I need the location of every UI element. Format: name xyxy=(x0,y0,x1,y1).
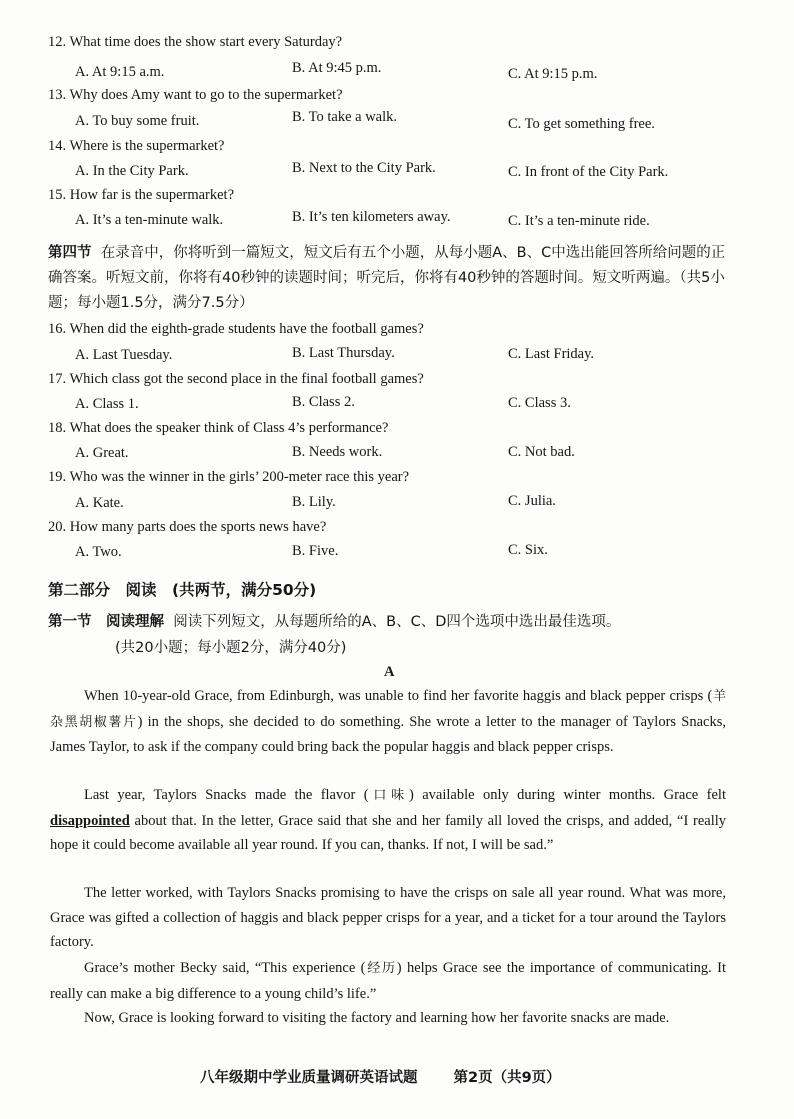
passage-paragraph-5 xyxy=(50,1006,726,1031)
paragraph-2-text-c: about that. In the letter, Grace said that she and her family all loved the crisps, and added, “I really hope it could become available all year round. If you can, thanks. If not, I will be sad.” xyxy=(50,812,726,853)
paragraph-2-gloss: 口味 xyxy=(368,788,409,803)
question-18-option-a: A. Great. xyxy=(75,445,129,461)
question-17-option-a: A. Class 1. xyxy=(75,396,139,412)
section-4-heading: 第四节 xyxy=(48,245,92,261)
question-20-option-a: A. Two. xyxy=(75,544,122,560)
question-19-option-c: C. Julia. xyxy=(508,493,556,509)
footer-title: 八年级期中学业质量调研英语试题 xyxy=(200,1070,418,1086)
paragraph-1-gloss: 羊杂黑胡椒薯片 xyxy=(50,689,726,730)
question-15-stem: 15. How far is the supermarket? xyxy=(48,187,235,203)
question-13-option-a: A. To buy some fruit. xyxy=(75,113,200,129)
question-16-option-b: B. Last Thursday. xyxy=(292,345,395,361)
question-13-option-c: C. To get something free. xyxy=(508,116,655,132)
page-footer xyxy=(200,1066,561,1087)
part-2-title: 第二部分 阅读 (共两节，满分50分) xyxy=(48,581,317,599)
question-20-option-c: C. Six. xyxy=(508,542,548,558)
part-2-section-1-text: 阅读下列短文，从每题所给的A、B、C、D四个选项中选出最佳选项。 xyxy=(173,614,621,630)
passage-paragraph-1 xyxy=(50,684,726,760)
section-4-text: 在录音中，你将听到一篇短文，短文后有五个小题，从每小题A、B、C中选出能回答所给问题的正确答案。听短文前，你将有40秒钟的读题时间；听完后，你将有40秒钟的答题时间。短文听两遍。（共5小题；每小题1.5分，满分7.5分） xyxy=(48,245,726,311)
footer-page-number: 第2页（共9页） xyxy=(453,1070,561,1086)
question-15-option-b: B. It’s ten kilometers away. xyxy=(292,209,451,225)
question-17-option-b: B. Class 2. xyxy=(292,394,355,410)
question-18-option-c: C. Not bad. xyxy=(508,444,575,460)
section-4-instructions xyxy=(48,241,738,316)
paragraph-2-text-a: Last year, Taylors Snacks made the flavor ( xyxy=(84,787,369,803)
question-20-stem: 20. How many parts does the sports news have? xyxy=(48,519,327,535)
question-19-stem: 19. Who was the winner in the girls’ 200-meter race this year? xyxy=(48,469,410,485)
question-19-option-a: A. Kate. xyxy=(75,495,124,511)
question-17-option-c: C. Class 3. xyxy=(508,395,571,411)
question-12-option-c: C. At 9:15 p.m. xyxy=(508,66,598,82)
question-17-stem: 17. Which class got the second place in the final football games? xyxy=(48,371,424,387)
question-14-option-a: A. In the City Park. xyxy=(75,163,189,179)
question-18-option-b: B. Needs work. xyxy=(292,444,383,460)
paragraph-5-text: Now, Grace is looking forward to visiting the factory and learning how her favorite snacks are made. xyxy=(84,1010,670,1026)
question-18-stem: 18. What does the speaker think of Class 4’s performance? xyxy=(48,420,389,436)
question-13-stem: 13. Why does Amy want to go to the supermarket? xyxy=(48,87,343,103)
question-16-option-c: C. Last Friday. xyxy=(508,346,595,362)
question-12-option-b: B. At 9:45 p.m. xyxy=(292,60,382,76)
question-20-option-b: B. Five. xyxy=(292,543,339,559)
part-2-section-1-note: (共20小题；每小题2分，满分40分) xyxy=(115,640,347,656)
question-16-stem: 16. When did the eighth-grade students have the football games? xyxy=(48,321,424,337)
question-13-option-b: B. To take a walk. xyxy=(292,109,398,125)
question-14-option-b: B. Next to the City Park. xyxy=(292,160,436,176)
question-16-option-a: A. Last Tuesday. xyxy=(75,347,173,363)
passage-paragraph-3 xyxy=(50,881,726,955)
passage-label: A xyxy=(384,664,395,680)
question-12-option-a: A. At 9:15 a.m. xyxy=(75,64,165,80)
keyword-disappointed: disappointed xyxy=(50,812,130,829)
part-2-section-1-instructions xyxy=(48,610,620,631)
paragraph-4-gloss: 经历 xyxy=(365,961,397,976)
paragraph-4-text-b: ) helps Grace see the importance of communicating. It really can make a big difference to a young child’s life.” xyxy=(50,960,726,1002)
question-15-option-a: A. It’s a ten-minute walk. xyxy=(75,212,224,228)
question-19-option-b: B. Lily. xyxy=(292,494,336,510)
paragraph-4-text-a: Grace’s mother Becky said, “This experience ( xyxy=(84,960,366,976)
passage-paragraph-4 xyxy=(50,956,726,1006)
question-14-stem: 14. Where is the supermarket? xyxy=(48,138,225,154)
question-15-option-c: C. It’s a ten-minute ride. xyxy=(508,213,650,229)
question-12-stem: 12. What time does the show start every Saturday? xyxy=(48,34,343,50)
part-2-section-1-heading: 第一节 阅读理解 xyxy=(48,614,164,630)
paragraph-1-text-a: When 10-year-old Grace, from Edinburgh, was unable to find her favorite haggis and black pepper crisps ( xyxy=(84,688,713,704)
paragraph-3-text: The letter worked, with Taylors Snacks promising to have the crisps on sale all year round. What was more, Grace was gifted a collection of haggis and black pepper crisps for a year, and a ticket for a tour around the Taylors factory. xyxy=(50,885,726,950)
passage-paragraph-2 xyxy=(50,783,726,858)
paragraph-2-text-b: ) available only during winter months. Grace felt xyxy=(408,787,726,803)
question-14-option-c: C. In front of the City Park. xyxy=(508,164,669,180)
paragraph-1-text-b: ) in the shops, she decided to do something. She wrote a letter to the manager of Taylors Snacks, James Taylor, to ask if the company could bring back the popular haggis and black pepper crisps. xyxy=(50,713,726,755)
